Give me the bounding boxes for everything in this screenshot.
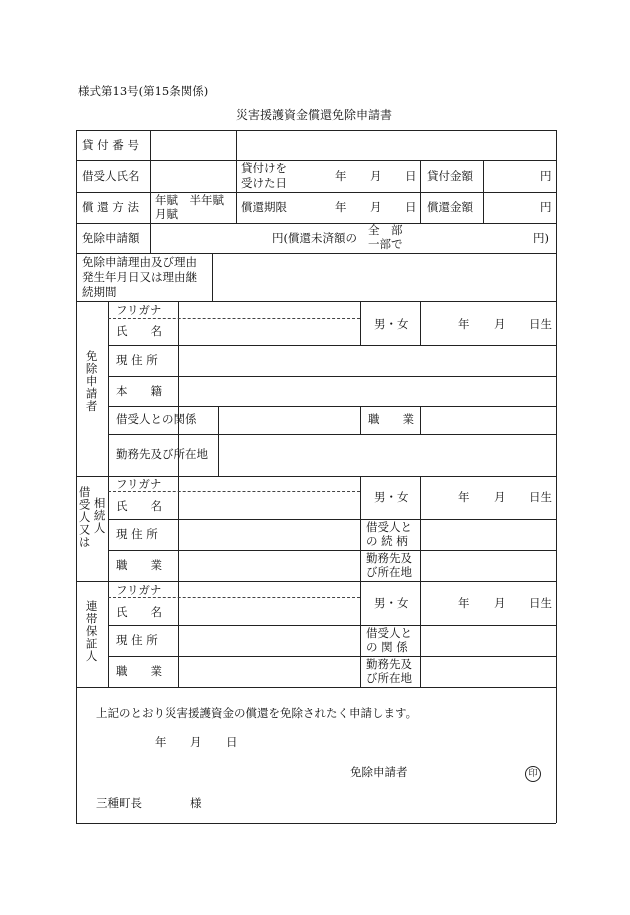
applicant-birth-day: 日生 — [529, 317, 552, 331]
borrower-name-label: 借受人氏名 — [82, 169, 140, 183]
due-date-month: 月 — [370, 200, 382, 214]
guarantor-gender[interactable]: 男・女 — [374, 596, 409, 610]
received-date-year: 年 — [335, 169, 347, 183]
application-statement: 上記のとおり災害援護資金の償還を免除されたく申請します。 — [96, 706, 418, 720]
heir-birth-day: 日生 — [529, 490, 552, 504]
guarantor-address-label: 現 住 所 — [116, 633, 158, 647]
exemption-amount-label: 免除申請額 — [82, 231, 140, 245]
application-date-month: 月 — [190, 735, 202, 749]
applicant-domicile-label: 本 籍 — [116, 384, 162, 398]
guarantor-furigana-label: フリガナ — [116, 583, 162, 597]
applicant-furigana-label: フリガナ — [116, 303, 162, 317]
applicant-workplace-label: 勤務先及び所在地 — [116, 447, 208, 461]
borrower-name-field[interactable] — [151, 161, 235, 191]
form-number: 様式第13号(第15条関係) — [78, 84, 209, 98]
received-date-month: 月 — [370, 169, 382, 183]
repayment-method-label: 償 還 方 法 — [82, 200, 139, 214]
guarantor-relation-label-line1: 借受人と — [366, 626, 412, 640]
heir-relation-label-line1: 借受人と — [366, 520, 412, 534]
guarantor-name-label: 氏 名 — [116, 605, 162, 619]
repayment-method-monthly[interactable]: 月賦 — [155, 207, 178, 221]
exemption-amount-unit: 円(償還未済額の — [272, 231, 357, 245]
heir-address-label: 現 住 所 — [116, 527, 158, 541]
heir-birth-month: 月 — [494, 490, 506, 504]
guarantor-relation-label-line2: の 関 係 — [366, 640, 408, 654]
applicant-section-label: 免除申請者 — [84, 350, 99, 413]
guarantor-birth-day: 日生 — [529, 596, 552, 610]
heir-section-label-line1: 相続人 — [92, 497, 107, 535]
heir-relation-label-line2: の 続 柄 — [366, 534, 408, 548]
guarantor-workplace-label-line2: び所在地 — [366, 671, 412, 685]
heir-gender[interactable]: 男・女 — [374, 490, 409, 504]
guarantor-birth-month: 月 — [494, 596, 506, 610]
addressee-honorific: 様 — [190, 796, 202, 810]
exemption-option-all[interactable]: 全 部 — [368, 223, 403, 237]
exemption-option-part[interactable]: 一部で — [368, 237, 403, 251]
due-date-label: 償還期限 — [241, 200, 287, 214]
exemption-amount-field[interactable] — [151, 224, 271, 252]
application-date-year: 年 — [155, 735, 167, 749]
application-date-day: 日 — [226, 735, 238, 749]
applicant-relation-label: 借受人との関係 — [116, 412, 197, 426]
form-title: 災害援護資金償還免除申請書 — [236, 108, 393, 122]
received-date-label-line1: 貸付けを — [241, 161, 287, 175]
exemption-amount-close: 円) — [533, 231, 549, 245]
applicant-address-field[interactable] — [179, 346, 555, 375]
applicant-occupation-label: 職 業 — [368, 412, 414, 426]
reason-field[interactable] — [213, 254, 555, 300]
repaid-amount-label: 償還金額 — [427, 200, 473, 214]
heir-workplace-label-line2: び所在地 — [366, 565, 412, 579]
heir-name-label: 氏 名 — [116, 499, 162, 513]
addressee-mayor: 三種町長 — [96, 796, 142, 810]
reason-label-line1: 免除申請理由及び理由 — [82, 255, 197, 269]
seal-mark: 印 — [525, 766, 541, 782]
due-date-year: 年 — [335, 200, 347, 214]
applicant-address-label: 現 住 所 — [116, 353, 158, 367]
applicant-birth-month: 月 — [494, 317, 506, 331]
heir-section-label-line2: 借受人又は — [77, 486, 92, 549]
guarantor-birth-year: 年 — [458, 596, 470, 610]
reason-label-line3: 続期間 — [82, 285, 117, 299]
guarantor-occupation-label: 職 業 — [116, 664, 162, 678]
loan-number-label: 貸 付 番 号 — [82, 138, 139, 152]
heir-name-field[interactable] — [179, 477, 359, 518]
guarantor-name-field[interactable] — [179, 582, 359, 624]
heir-workplace-label-line1: 勤務先及 — [366, 551, 412, 565]
received-date-label-line2: 受けた日 — [241, 176, 287, 190]
applicant-signature-label: 免除申請者 — [350, 765, 408, 779]
heir-birth-year: 年 — [458, 490, 470, 504]
loan-amount-yen: 円 — [540, 169, 552, 183]
applicant-gender[interactable]: 男・女 — [374, 317, 409, 331]
applicant-birth-year: 年 — [458, 317, 470, 331]
heir-occupation-label: 職 業 — [116, 558, 162, 572]
repaid-amount-yen: 円 — [540, 200, 552, 214]
guarantor-workplace-label-line1: 勤務先及 — [366, 657, 412, 671]
heir-furigana-label: フリガナ — [116, 477, 162, 491]
guarantor-section-label: 連帯保証人 — [84, 600, 99, 663]
applicant-workplace-field[interactable] — [219, 435, 555, 475]
received-date-day: 日 — [405, 169, 417, 183]
applicant-name-label: 氏 名 — [116, 324, 162, 338]
applicant-domicile-field[interactable] — [179, 377, 555, 405]
due-date-day: 日 — [405, 200, 417, 214]
loan-number-field[interactable] — [151, 131, 235, 159]
loan-amount-label: 貸付金額 — [427, 169, 473, 183]
applicant-name-field[interactable] — [179, 302, 359, 344]
reason-label-line2: 発生年月日又は理由継 — [82, 270, 197, 284]
repayment-method-options[interactable]: 年賦 半年賦 — [155, 193, 224, 207]
